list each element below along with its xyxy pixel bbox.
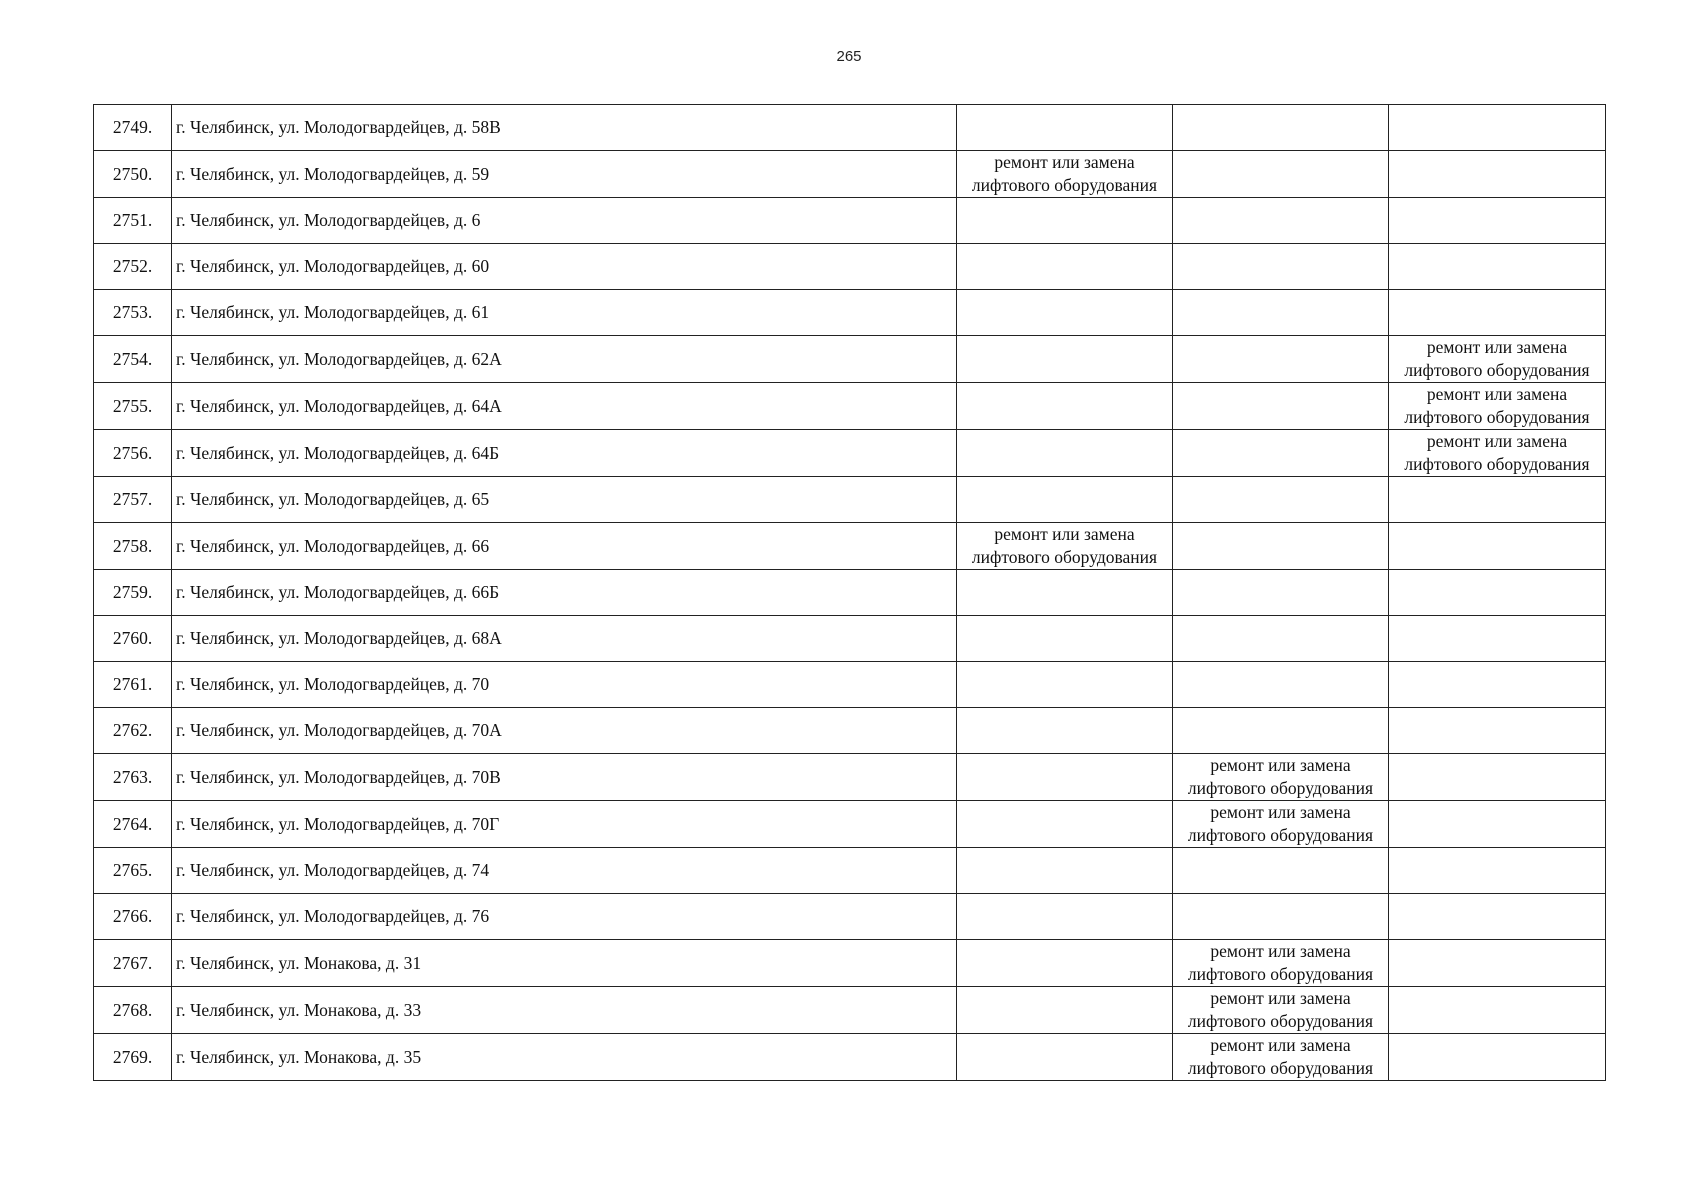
row-address: г. Челябинск, ул. Молодогвардейцев, д. 66 <box>172 523 957 570</box>
work-cell-2: ремонт или замена лифтового оборудования <box>1173 801 1389 848</box>
work-cell-1 <box>957 477 1173 523</box>
row-number: 2764. <box>94 801 172 848</box>
row-number: 2769. <box>94 1034 172 1081</box>
work-cell-1 <box>957 198 1173 244</box>
row-number: 2750. <box>94 151 172 198</box>
work-cell-3 <box>1389 151 1606 198</box>
row-number: 2758. <box>94 523 172 570</box>
table-row <box>94 244 1606 290</box>
row-address: г. Челябинск, ул. Молодогвардейцев, д. 68А <box>172 616 957 662</box>
work-cell-3: ремонт или замена лифтового оборудования <box>1389 336 1606 383</box>
work-cell-3: ремонт или замена лифтового оборудования <box>1389 383 1606 430</box>
work-cell-2 <box>1173 244 1389 290</box>
work-cell-2: ремонт или замена лифтового оборудования <box>1173 987 1389 1034</box>
work-cell-3 <box>1389 754 1606 801</box>
work-cell-3 <box>1389 290 1606 336</box>
work-cell-3 <box>1389 616 1606 662</box>
work-cell-2 <box>1173 894 1389 940</box>
work-cell-2 <box>1173 290 1389 336</box>
work-cell-2: ремонт или замена лифтового оборудования <box>1173 754 1389 801</box>
work-cell-3 <box>1389 523 1606 570</box>
work-cell-3 <box>1389 940 1606 987</box>
address-register-table <box>93 104 1606 1081</box>
work-cell-1 <box>957 708 1173 754</box>
row-address: г. Челябинск, ул. Молодогвардейцев, д. 76 <box>172 894 957 940</box>
row-number: 2754. <box>94 336 172 383</box>
row-number: 2759. <box>94 570 172 616</box>
work-cell-2 <box>1173 523 1389 570</box>
row-address: г. Челябинск, ул. Монакова, д. 35 <box>172 1034 957 1081</box>
table-row <box>94 708 1606 754</box>
row-number: 2768. <box>94 987 172 1034</box>
work-cell-3 <box>1389 801 1606 848</box>
row-address: г. Челябинск, ул. Молодогвардейцев, д. 70 <box>172 662 957 708</box>
table-row <box>94 1034 1606 1081</box>
work-cell-3 <box>1389 894 1606 940</box>
row-address: г. Челябинск, ул. Молодогвардейцев, д. 70Г <box>172 801 957 848</box>
row-number: 2756. <box>94 430 172 477</box>
row-number: 2753. <box>94 290 172 336</box>
row-address: г. Челябинск, ул. Молодогвардейцев, д. 62А <box>172 336 957 383</box>
work-cell-1 <box>957 894 1173 940</box>
work-cell-2 <box>1173 383 1389 430</box>
work-cell-3 <box>1389 987 1606 1034</box>
work-cell-2 <box>1173 477 1389 523</box>
table-row <box>94 523 1606 570</box>
work-cell-2 <box>1173 708 1389 754</box>
work-cell-3 <box>1389 662 1606 708</box>
table-row <box>94 336 1606 383</box>
work-cell-3 <box>1389 1034 1606 1081</box>
row-number: 2751. <box>94 198 172 244</box>
row-number: 2752. <box>94 244 172 290</box>
table-row <box>94 198 1606 244</box>
table-row <box>94 987 1606 1034</box>
work-cell-3 <box>1389 477 1606 523</box>
work-cell-1 <box>957 848 1173 894</box>
table-row <box>94 894 1606 940</box>
table-row <box>94 383 1606 430</box>
work-cell-3 <box>1389 198 1606 244</box>
table-row <box>94 570 1606 616</box>
work-cell-1 <box>957 244 1173 290</box>
work-cell-1 <box>957 383 1173 430</box>
row-number: 2763. <box>94 754 172 801</box>
row-address: г. Челябинск, ул. Молодогвардейцев, д. 64А <box>172 383 957 430</box>
row-number: 2749. <box>94 105 172 151</box>
work-cell-1 <box>957 430 1173 477</box>
work-cell-3 <box>1389 848 1606 894</box>
row-number: 2762. <box>94 708 172 754</box>
row-number: 2767. <box>94 940 172 987</box>
table-row <box>94 477 1606 523</box>
table-row <box>94 754 1606 801</box>
row-address: г. Челябинск, ул. Монакова, д. 31 <box>172 940 957 987</box>
row-address: г. Челябинск, ул. Молодогвардейцев, д. 65 <box>172 477 957 523</box>
work-cell-1 <box>957 987 1173 1034</box>
row-number: 2757. <box>94 477 172 523</box>
row-address: г. Челябинск, ул. Молодогвардейцев, д. 58В <box>172 105 957 151</box>
row-number: 2760. <box>94 616 172 662</box>
work-cell-2 <box>1173 570 1389 616</box>
row-address: г. Челябинск, ул. Молодогвардейцев, д. 6 <box>172 198 957 244</box>
row-address: г. Челябинск, ул. Молодогвардейцев, д. 70В <box>172 754 957 801</box>
work-cell-1 <box>957 754 1173 801</box>
row-number: 2766. <box>94 894 172 940</box>
row-number: 2765. <box>94 848 172 894</box>
work-cell-1 <box>957 616 1173 662</box>
work-cell-3 <box>1389 570 1606 616</box>
work-cell-2 <box>1173 198 1389 244</box>
table-row <box>94 940 1606 987</box>
table-row <box>94 430 1606 477</box>
work-cell-1 <box>957 336 1173 383</box>
table-row <box>94 662 1606 708</box>
work-cell-1 <box>957 570 1173 616</box>
work-cell-2 <box>1173 336 1389 383</box>
work-cell-2: ремонт или замена лифтового оборудования <box>1173 1034 1389 1081</box>
work-cell-1: ремонт или замена лифтового оборудования <box>957 151 1173 198</box>
work-cell-1: ремонт или замена лифтового оборудования <box>957 523 1173 570</box>
row-address: г. Челябинск, ул. Молодогвардейцев, д. 59 <box>172 151 957 198</box>
work-cell-1 <box>957 801 1173 848</box>
work-cell-2: ремонт или замена лифтового оборудования <box>1173 940 1389 987</box>
table-row <box>94 151 1606 198</box>
row-address: г. Челябинск, ул. Молодогвардейцев, д. 70А <box>172 708 957 754</box>
work-cell-2 <box>1173 430 1389 477</box>
row-number: 2755. <box>94 383 172 430</box>
table-body <box>94 105 1606 1081</box>
work-cell-1 <box>957 1034 1173 1081</box>
work-cell-2 <box>1173 105 1389 151</box>
table-row <box>94 801 1606 848</box>
table-row <box>94 290 1606 336</box>
row-address: г. Челябинск, ул. Молодогвардейцев, д. 66Б <box>172 570 957 616</box>
row-number: 2761. <box>94 662 172 708</box>
work-cell-1 <box>957 290 1173 336</box>
work-cell-1 <box>957 940 1173 987</box>
work-cell-2 <box>1173 848 1389 894</box>
page-number: 265 <box>836 48 862 65</box>
work-cell-3 <box>1389 708 1606 754</box>
work-cell-2 <box>1173 151 1389 198</box>
table-row <box>94 616 1606 662</box>
work-cell-1 <box>957 662 1173 708</box>
row-address: г. Челябинск, ул. Молодогвардейцев, д. 74 <box>172 848 957 894</box>
work-cell-1 <box>957 105 1173 151</box>
work-cell-3: ремонт или замена лифтового оборудования <box>1389 430 1606 477</box>
row-address: г. Челябинск, ул. Молодогвардейцев, д. 61 <box>172 290 957 336</box>
row-address: г. Челябинск, ул. Молодогвардейцев, д. 64Б <box>172 430 957 477</box>
table-row <box>94 848 1606 894</box>
work-cell-2 <box>1173 662 1389 708</box>
row-address: г. Челябинск, ул. Молодогвардейцев, д. 60 <box>172 244 957 290</box>
work-cell-2 <box>1173 616 1389 662</box>
work-cell-3 <box>1389 105 1606 151</box>
table-row <box>94 105 1606 151</box>
work-cell-3 <box>1389 244 1606 290</box>
row-address: г. Челябинск, ул. Монакова, д. 33 <box>172 987 957 1034</box>
